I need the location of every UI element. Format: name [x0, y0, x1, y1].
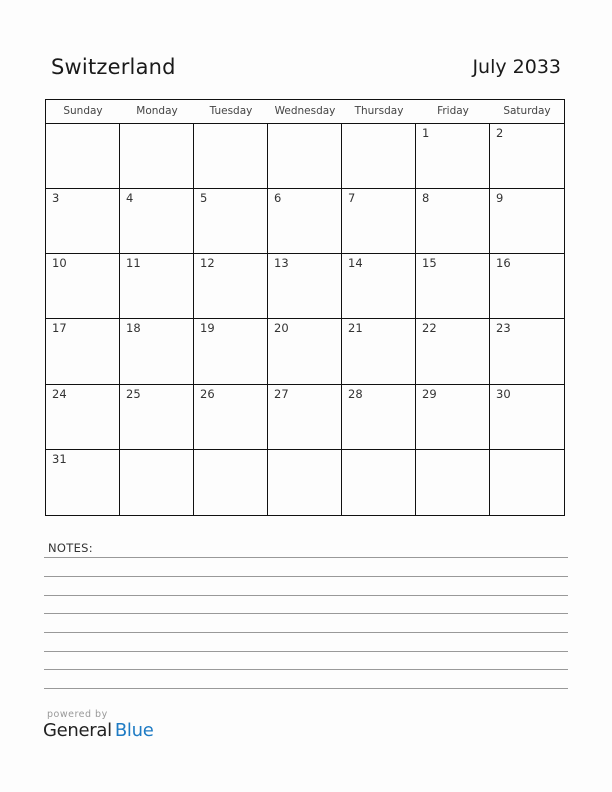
powered-by-text: powered by [47, 709, 108, 720]
day-number: 7 [348, 191, 356, 206]
weekday-tuesday: Tuesday [209, 105, 253, 117]
day-cell [194, 319, 268, 384]
day-number: 25 [126, 386, 141, 401]
day-cell [46, 189, 120, 254]
day-cells [46, 124, 564, 515]
day-cell [416, 385, 490, 450]
day-number: 3 [52, 191, 60, 206]
day-cell [120, 319, 194, 384]
day-number: 2 [496, 126, 504, 140]
day-cell [416, 254, 490, 319]
day-cell [46, 254, 120, 319]
notes-line [44, 651, 568, 652]
notes-line [44, 613, 568, 614]
day-number: 30 [496, 386, 511, 401]
day-cell [342, 254, 416, 319]
day-cell [120, 450, 194, 515]
day-number: 29 [422, 386, 437, 401]
day-cell [342, 124, 416, 189]
day-cell [46, 319, 120, 384]
day-number: 14 [348, 256, 363, 271]
weekday-monday: Monday [136, 105, 178, 117]
day-cell [490, 189, 564, 254]
notes-line [44, 669, 568, 670]
day-cell [194, 450, 268, 515]
day-cell [268, 189, 342, 254]
day-cell [194, 254, 268, 319]
weekday-friday: Friday [437, 105, 469, 117]
day-number: 17 [52, 321, 67, 336]
day-number: 5 [200, 191, 208, 206]
generalblue-logo [43, 720, 153, 741]
day-cell [342, 385, 416, 450]
day-cell [194, 124, 268, 189]
day-cell [490, 450, 564, 515]
day-number: 18 [126, 321, 141, 336]
day-number: 4 [126, 191, 134, 206]
notes-line [44, 688, 568, 689]
day-number: 19 [200, 321, 215, 336]
day-cell [46, 124, 120, 189]
day-cell [46, 450, 120, 515]
day-number: 6 [274, 191, 282, 206]
day-cell [416, 124, 490, 189]
notes-line [44, 632, 568, 633]
day-number: 11 [126, 256, 141, 271]
country-title: Switzerland [51, 55, 176, 79]
brand-general: General [43, 720, 112, 741]
weekday-header-row [46, 100, 564, 124]
day-number: 22 [422, 321, 437, 336]
weekday-thursday: Thursday [354, 105, 404, 117]
day-cell [268, 385, 342, 450]
day-number: 28 [348, 386, 363, 401]
day-number: 1 [422, 126, 430, 140]
day-number: 26 [200, 386, 215, 401]
day-cell [490, 385, 564, 450]
day-cell [342, 450, 416, 515]
weekday-sunday: Sunday [63, 105, 103, 117]
notes-line [44, 557, 568, 558]
brand-blue: Blue [114, 720, 154, 741]
day-cell [416, 189, 490, 254]
calendar-grid [45, 99, 565, 516]
day-number: 10 [52, 256, 67, 271]
day-number: 31 [52, 451, 67, 466]
day-number: 21 [348, 321, 363, 336]
weekday-saturday: Saturday [503, 105, 551, 117]
day-cell [268, 450, 342, 515]
weekday-wednesday: Wednesday [274, 105, 336, 117]
day-number: 16 [496, 256, 511, 271]
day-cell [194, 385, 268, 450]
day-number: 24 [52, 386, 67, 401]
month-year-title: July 2033 [472, 56, 561, 78]
day-cell [194, 189, 268, 254]
day-cell [46, 385, 120, 450]
day-cell [416, 450, 490, 515]
day-number: 13 [274, 256, 289, 271]
day-cell [268, 319, 342, 384]
day-cell [490, 254, 564, 319]
day-number: 9 [496, 191, 504, 206]
day-number: 27 [274, 386, 289, 401]
notes-line [44, 595, 568, 596]
day-cell [120, 385, 194, 450]
day-cell [120, 254, 194, 319]
day-number: 15 [422, 256, 437, 271]
day-cell [342, 319, 416, 384]
day-number: 8 [422, 191, 430, 206]
day-cell [268, 124, 342, 189]
day-cell [416, 319, 490, 384]
day-cell [490, 319, 564, 384]
day-cell [268, 254, 342, 319]
day-number: 23 [496, 321, 511, 336]
day-cell [490, 124, 564, 189]
day-cell [342, 189, 416, 254]
day-cell [120, 124, 194, 189]
notes-label: NOTES: [48, 541, 93, 555]
notes-line [44, 576, 568, 577]
day-number: 20 [274, 321, 289, 336]
day-number: 12 [200, 256, 215, 271]
day-cell [120, 189, 194, 254]
